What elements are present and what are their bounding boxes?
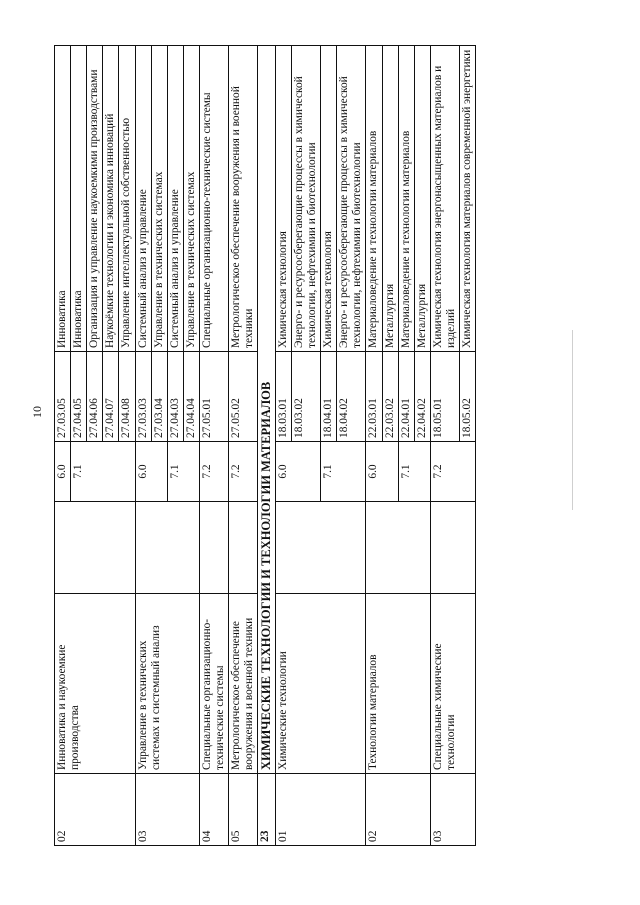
education-level: 6.0 xyxy=(135,442,167,502)
specialty-code: 18.03.02 xyxy=(291,352,320,442)
empty-cell xyxy=(55,502,136,594)
specialty-name: Управление интеллектуальной собственностью xyxy=(119,46,135,352)
education-level: 7.2 xyxy=(229,442,258,502)
specialty-name: Химическая технология xyxy=(275,46,291,352)
specialty-name: Материаловедение и технологии материалов xyxy=(398,46,414,352)
table-row xyxy=(366,46,382,846)
group-code: 01 xyxy=(275,774,366,846)
specialty-code: 18.03.01 xyxy=(275,352,291,442)
group-name: Инноватика и наукоемкие производства xyxy=(55,594,136,774)
empty-cell xyxy=(229,502,258,594)
specialty-name: Специальные организационно-технические системы xyxy=(199,46,228,352)
table-row xyxy=(430,46,459,846)
specialty-code: 27.05.01 xyxy=(199,352,228,442)
empty-cell xyxy=(430,502,475,594)
specialty-name: Химическая технология xyxy=(321,46,337,352)
education-level: 7.1 xyxy=(321,442,366,502)
empty-cell xyxy=(135,502,199,594)
group-name: Технологии материалов xyxy=(366,594,430,774)
group-code: 03 xyxy=(135,774,199,846)
group-code: 04 xyxy=(199,774,228,846)
education-level: 6.0 xyxy=(275,442,320,502)
education-level: 7.1 xyxy=(71,442,135,502)
specialty-code: 22.03.02 xyxy=(382,352,398,442)
specialty-name: Метрологическое обеспечение вооружения и военной техники xyxy=(229,46,258,352)
table-row xyxy=(199,46,228,846)
specialty-code: 27.04.06 xyxy=(87,352,103,442)
empty-cell xyxy=(366,502,430,594)
group-code: 03 xyxy=(430,774,475,846)
specialty-code: 27.04.08 xyxy=(119,352,135,442)
table-row xyxy=(55,46,71,846)
specialty-name: Химическая технология материалов современной энергетики xyxy=(460,46,476,352)
specialty-name: Химическая технология энергонасыщенных материалов и изделий xyxy=(430,46,459,352)
specialty-code: 18.04.01 xyxy=(321,352,337,442)
education-level: 7.2 xyxy=(430,442,475,502)
empty-cell xyxy=(275,502,366,594)
specialty-code: 18.05.02 xyxy=(460,352,476,442)
specialty-code: 27.04.05 xyxy=(71,352,87,442)
specialty-name: Системный анализ и управление xyxy=(167,46,183,352)
specialty-code: 27.05.02 xyxy=(229,352,258,442)
section-row xyxy=(258,46,275,846)
specialty-name: Металлургия xyxy=(414,46,430,352)
section-title: ХИМИЧЕСКИЕ ТЕХНОЛОГИИ И ТЕХНОЛОГИИ МАТЕРИАЛОВ xyxy=(258,46,275,774)
education-level: 6.0 xyxy=(55,442,71,502)
specialty-name: Материаловедение и технологии материалов xyxy=(366,46,382,352)
specialty-code: 27.03.03 xyxy=(135,352,151,442)
specialty-name: Наукоёмкие технологии и экономика инноваций xyxy=(103,46,119,352)
specialty-name: Организация и управление наукоемкими производствами xyxy=(87,46,103,352)
specialty-code: 22.04.02 xyxy=(414,352,430,442)
group-name: Химические технологии xyxy=(275,594,366,774)
section-code: 23 xyxy=(258,774,275,846)
empty-cell xyxy=(199,502,228,594)
specialty-name: Инноватика xyxy=(71,46,87,352)
table-row xyxy=(229,46,258,846)
specialty-code: 27.03.04 xyxy=(151,352,167,442)
group-name: Специальные химические технологии xyxy=(430,594,475,774)
specialty-code: 27.03.05 xyxy=(55,352,71,442)
page-number: 10 xyxy=(30,406,44,418)
specialty-name: Инноватика xyxy=(55,46,71,352)
group-code: 02 xyxy=(55,774,136,846)
group-name: Специальные организационно-технические системы xyxy=(199,594,228,774)
specialty-name: Системный анализ и управление xyxy=(135,46,151,352)
specialty-name: Энерго- и ресурсосберегающие процессы в химической технологии, нефтехимии и биотехнологии xyxy=(291,46,320,352)
education-level: 7.1 xyxy=(167,442,199,502)
specialty-code: 18.04.02 xyxy=(337,352,366,442)
specialty-name: Управление в технических системах xyxy=(151,46,167,352)
group-name: Метрологическое обеспечение вооружения и военной техники xyxy=(229,594,258,774)
education-level: 6.0 xyxy=(366,442,398,502)
specialty-code: 27.04.04 xyxy=(183,352,199,442)
specialty-name: Энерго- и ресурсосберегающие процессы в химической технологии, нефтехимии и биотехнологии xyxy=(337,46,366,352)
education-level: 7.2 xyxy=(199,442,228,502)
group-name: Управление в технических системах и системный анализ xyxy=(135,594,199,774)
specialty-name: Управление в технических системах xyxy=(183,46,199,352)
specialty-code: 18.05.01 xyxy=(430,352,459,442)
education-level: 7.1 xyxy=(398,442,430,502)
table-row xyxy=(135,46,151,846)
rotated-table-container xyxy=(54,46,594,846)
group-code: 05 xyxy=(229,774,258,846)
specialties-table xyxy=(54,45,476,846)
specialty-code: 22.03.01 xyxy=(366,352,382,442)
table-row xyxy=(275,46,291,846)
specialty-code: 22.04.01 xyxy=(398,352,414,442)
specialty-code: 27.04.07 xyxy=(103,352,119,442)
group-code: 02 xyxy=(366,774,430,846)
specialty-name: Металлургия xyxy=(382,46,398,352)
specialty-code: 27.04.03 xyxy=(167,352,183,442)
